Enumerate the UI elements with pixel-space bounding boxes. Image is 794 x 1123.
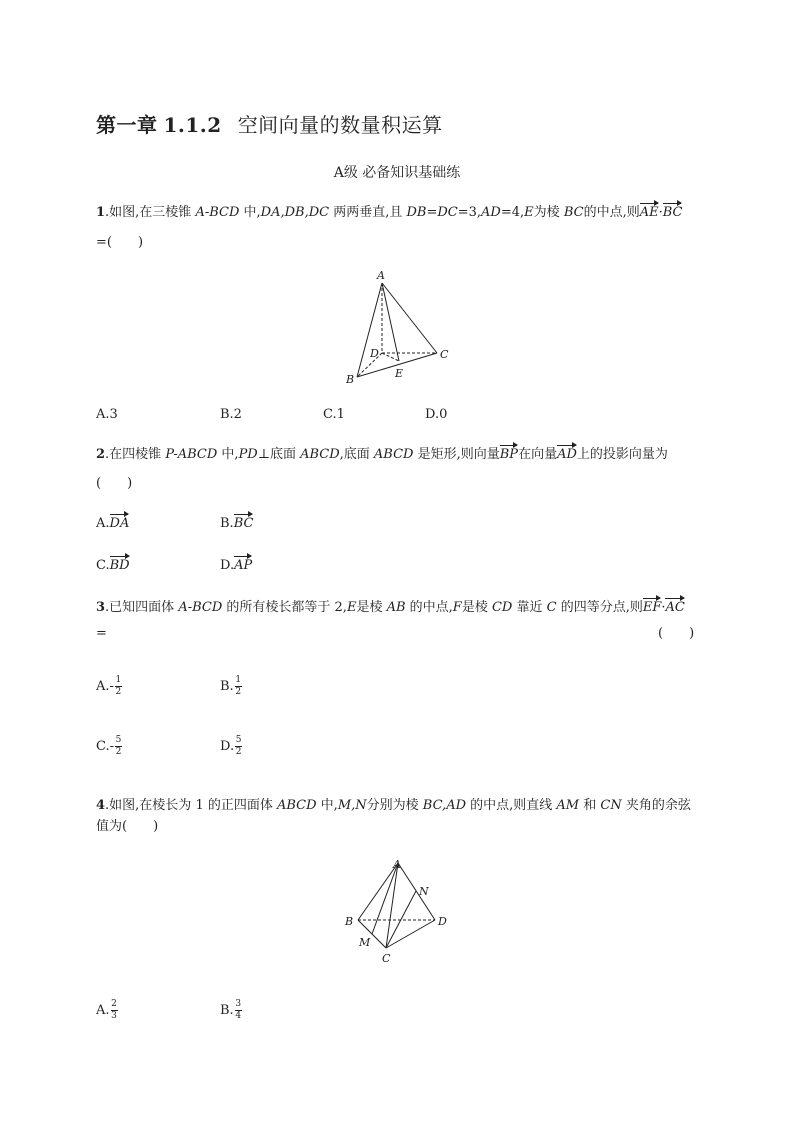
question-1	[96, 203, 682, 223]
label-B: B	[345, 915, 354, 928]
vector-BD: BD	[110, 556, 130, 576]
label-D: D	[438, 915, 447, 928]
text: AD=	[481, 205, 512, 220]
numerator: 5	[235, 735, 242, 745]
question-number: 1	[96, 205, 106, 220]
text: ⊥底面	[257, 447, 301, 462]
tetrahedron-figure-2	[338, 853, 458, 968]
option-B[interactable]	[220, 676, 242, 697]
text: 为棱	[533, 205, 564, 220]
option-A[interactable]	[96, 1000, 118, 1021]
numerator: 2	[111, 999, 117, 1009]
text: .在四棱锥	[105, 447, 166, 462]
question-number: 4	[96, 798, 106, 813]
numerator: 3	[235, 999, 242, 1009]
option-A[interactable]	[96, 676, 122, 697]
vector-DA: DA	[110, 514, 130, 534]
vector-AC: AC	[665, 598, 684, 618]
text: ABCD	[300, 447, 340, 462]
text: 中,	[316, 798, 338, 813]
question-1-blank: =( )	[96, 235, 144, 250]
option-D[interactable]: D.0	[425, 407, 448, 422]
fraction	[235, 736, 242, 757]
vector-EF: EF	[643, 598, 662, 618]
vector-AP: AP	[234, 556, 252, 576]
fraction	[115, 736, 122, 757]
fraction	[111, 1000, 118, 1021]
text: 4,	[511, 205, 525, 220]
option-C[interactable]	[96, 556, 130, 576]
vector-BC: BC	[663, 203, 683, 223]
option-letter: A.	[96, 1003, 110, 1018]
label-A: A	[393, 858, 401, 871]
option-D[interactable]	[220, 736, 242, 757]
question-2-blank: ( )	[96, 476, 133, 491]
text: 的中点,则	[583, 205, 640, 220]
option-B[interactable]: B.2	[220, 407, 242, 422]
edge-AD	[398, 863, 435, 920]
option-D[interactable]	[220, 556, 252, 576]
question-4-blank: 值为( )	[96, 819, 159, 834]
question-number: 2	[96, 447, 106, 462]
vector-BC: BC	[234, 514, 254, 534]
denominator: 3	[111, 1011, 117, 1021]
option-letter: A.-	[96, 679, 114, 694]
dot: ·	[661, 600, 666, 615]
page-title	[96, 109, 443, 138]
section-number: 1.1.2	[163, 113, 222, 137]
text: 是矩形,则向量	[413, 447, 500, 462]
vector-BP: BP	[500, 445, 518, 465]
text: CN	[600, 798, 622, 813]
text: PD	[238, 447, 258, 462]
text: 的中点,则直线	[466, 798, 557, 813]
question-3-blank: ( )	[658, 626, 695, 641]
edge-AB	[357, 283, 382, 377]
topic-label: 空间向量的数量积运算	[237, 113, 443, 137]
vector-AE: AE	[640, 203, 659, 223]
question-4	[96, 796, 691, 816]
segment-AM	[372, 863, 398, 934]
text: ABCD	[276, 798, 317, 813]
option-letter: B.	[220, 679, 234, 694]
text: BC	[563, 205, 584, 220]
option-C[interactable]: C.1	[323, 407, 345, 422]
edge-DE	[382, 353, 399, 361]
fraction	[115, 676, 122, 697]
denominator: 2	[115, 687, 122, 697]
text: 的所有棱长都等于 2,	[222, 600, 347, 615]
fraction	[235, 676, 242, 697]
text: CD	[491, 600, 513, 615]
text: 夹角的余弦	[621, 798, 691, 813]
text: 中,	[217, 447, 239, 462]
label-A: A	[377, 269, 385, 282]
label-C: C	[440, 348, 449, 361]
fraction	[235, 1000, 242, 1021]
text: DA,DB,DC	[260, 205, 330, 220]
question-3-equals: =	[96, 626, 107, 641]
option-C[interactable]	[96, 736, 122, 757]
vector-AD: AD	[557, 445, 577, 465]
numerator: 1	[235, 675, 242, 685]
text: BC,AD	[422, 798, 467, 813]
text: 的中点,	[405, 600, 453, 615]
text: M,N	[337, 798, 367, 813]
text: DB=DC=	[406, 205, 469, 220]
option-B[interactable]	[220, 514, 253, 534]
denominator: 2	[235, 747, 242, 757]
label-N: N	[419, 885, 429, 898]
text: AM	[556, 798, 580, 813]
text: AB	[386, 600, 406, 615]
text: A-BCD	[195, 205, 240, 220]
text: 的四等分点,则	[556, 600, 643, 615]
edge-AC	[382, 283, 437, 353]
option-letter: C.	[96, 558, 110, 573]
label-E: E	[395, 367, 404, 380]
numerator: 1	[115, 675, 122, 685]
question-2	[96, 445, 668, 465]
text: 和	[579, 798, 601, 813]
label-M: M	[359, 936, 371, 949]
edge-AE	[382, 283, 399, 361]
numerator: 5	[115, 735, 122, 745]
text: .如图,在三棱锥	[105, 205, 196, 220]
denominator: 4	[235, 1011, 242, 1021]
text: 中,	[239, 205, 261, 220]
text: E	[524, 205, 534, 220]
section-heading: A级 必备知识基础练	[333, 165, 461, 181]
text: C	[546, 600, 557, 615]
option-letter: D.	[220, 739, 235, 754]
option-letter: D.	[220, 558, 235, 573]
question-number: 3	[96, 600, 106, 615]
text: .如图,在棱长为 1 的正四面体	[105, 798, 277, 813]
text: 是棱	[461, 600, 492, 615]
option-letter: C.-	[96, 739, 115, 754]
text: 两两垂直,且	[329, 205, 407, 220]
edge-AC	[386, 863, 398, 948]
question-3	[96, 598, 685, 618]
label-D: D	[370, 347, 379, 360]
text: F	[452, 600, 462, 615]
dot: ·	[658, 205, 663, 220]
text: .已知四面体	[105, 600, 179, 615]
denominator: 2	[235, 687, 242, 697]
text: 上的投影向量为	[576, 447, 668, 462]
text: 是棱	[356, 600, 387, 615]
edge-AB	[358, 863, 398, 920]
text: 分别为棱	[366, 798, 423, 813]
text: A-BCD	[178, 600, 223, 615]
denominator: 2	[115, 747, 122, 757]
option-letter: B.	[220, 516, 234, 531]
text: P-ABCD	[165, 447, 218, 462]
text: 靠近	[512, 600, 547, 615]
label-B: B	[346, 373, 355, 386]
text: E	[346, 600, 357, 615]
option-letter: A.	[96, 516, 110, 531]
text: 在向量	[518, 447, 558, 462]
option-A[interactable]	[96, 514, 129, 534]
option-letter: B.	[220, 1003, 234, 1018]
chapter-label: 第一章	[96, 113, 158, 137]
option-A[interactable]: A.3	[96, 407, 118, 422]
text: ,底面	[339, 447, 374, 462]
text: 3,	[468, 205, 482, 220]
option-B[interactable]	[220, 1000, 242, 1021]
text: ABCD	[373, 447, 414, 462]
label-C: C	[382, 952, 391, 965]
tetrahedron-figure-1	[340, 265, 460, 390]
